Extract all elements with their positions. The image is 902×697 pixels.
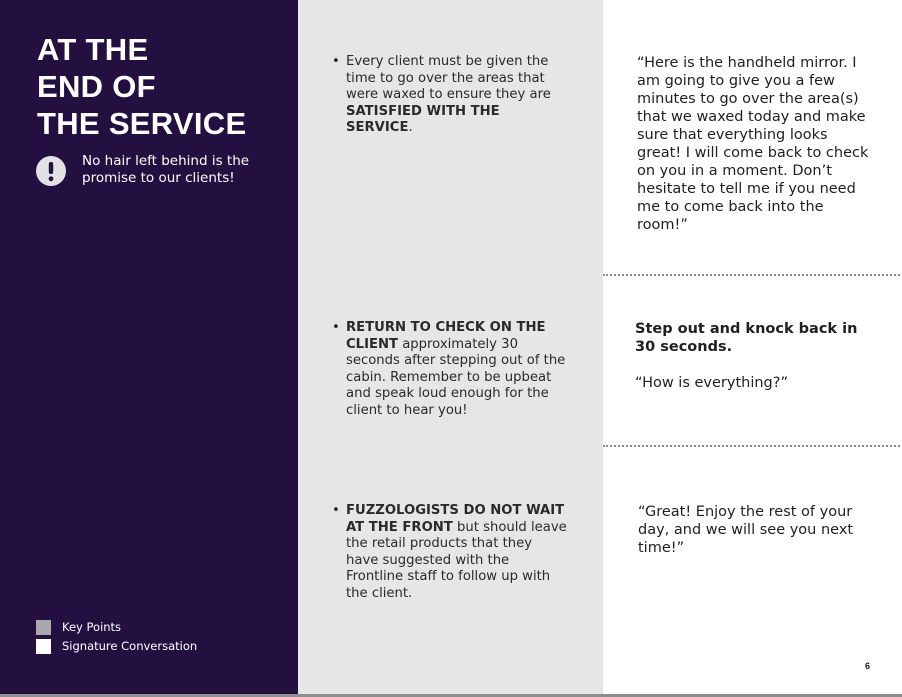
page-title (37, 31, 246, 142)
key-point-text: Every client must be given the time to go over the areas that were waxed to ensure they are (346, 54, 551, 102)
key-point-emphasis: SATISFIED WITH THE SERVICE (346, 103, 500, 135)
title-line: END OF (37, 69, 156, 104)
conversation-instruction: Step out and knock back in 30 seconds. (635, 321, 858, 355)
key-point-text: . (408, 120, 413, 135)
key-point-2 (346, 320, 568, 419)
key-point-text: but should leave the retail products that they have suggested with the Frontline staff to follow up with the client. (346, 519, 567, 601)
key-point-emphasis: RETURN TO CHECK ON THE CLIENT (346, 320, 546, 352)
page-number: 6 (865, 661, 871, 671)
signature-conversation-1 (637, 54, 872, 234)
key-point-emphasis: FUZZOLOGISTS DO NOT WAIT AT THE FRONT (346, 503, 565, 535)
legend-label: Signature Conversation (62, 639, 198, 653)
callout-pointer (581, 76, 603, 118)
conversation-quote: “Here is the handheld mirror. I am going to give you a few minutes to go over the area(s) that we waxed today and make sure that everything looks great! I will come back to check on you in a moment. Don’t hesitate to tell me if you need me to come back into the room!” (637, 55, 869, 233)
title-line: AT THE (37, 32, 149, 67)
exclamation-icon (36, 156, 66, 186)
conversation-quote: “Great! Enjoy the rest of your day, and we will see you next time!” (638, 504, 854, 556)
key-point-3 (346, 503, 568, 602)
legend-label: Key Points (62, 620, 122, 634)
dotted-divider (603, 445, 900, 447)
dotted-divider (603, 274, 900, 276)
callout-pointer (581, 508, 603, 550)
key-point-1 (346, 54, 568, 137)
notice-text: No hair left behind is the promise to our clients! (82, 153, 250, 186)
legend-swatch-white (36, 639, 51, 654)
signature-conversation-2 (635, 320, 870, 392)
sidebar (0, 0, 298, 697)
key-point-text: approximately 30 seconds after stepping out of the cabin. Remember to be upbeat and speak loud enough for the client to hear you! (346, 336, 566, 418)
conversation-quote: “How is everything?” (635, 375, 788, 391)
title-line: THE SERVICE (37, 106, 247, 141)
legend-swatch-grey (36, 620, 51, 635)
signature-conversation-3 (638, 503, 873, 557)
callout-pointer (581, 343, 603, 385)
